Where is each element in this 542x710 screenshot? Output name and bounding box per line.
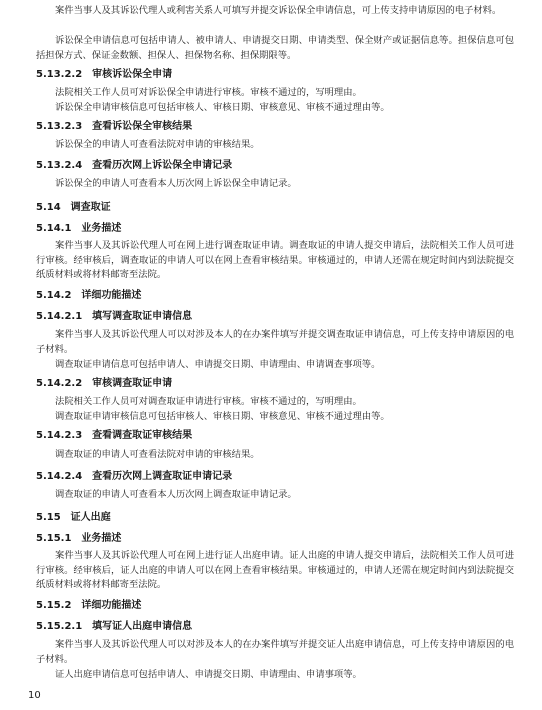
paragraph: 调查取证的申请人可查看本人历次网上调查取证申请记录。 (55, 489, 297, 500)
section-heading: 5.14.1 业务描述 (36, 223, 122, 234)
section-heading: 5.13.2.4 查看历次网上诉讼保全申请记录 (36, 160, 233, 171)
paragraph: 案件当事人及其诉讼代理人可在网上进行证人出庭申请。证人出庭的申请人提交申请后，法院相关工作人员可进行审核。经审核后，证人出庭的申请人可以在网上查看审核结果。审核通过的，申请人还需在规定时间内到法院提交纸质材料或将材料邮寄至法院。 (36, 550, 514, 590)
section-heading: 5.14.2.4 查看历次网上调查取证申请记录 (36, 471, 233, 482)
paragraph: 案件当事人及其诉讼代理人可以对涉及本人的在办案件填写并提交调查取证申请信息，可上传支持申请原因的电子材料。 (36, 329, 514, 355)
paragraph: 诉讼保全申请审核信息可包括审核人、审核日期、审核意见、审核不通过理由等。 (55, 102, 390, 113)
paragraph: 案件当事人及其诉讼代理人或利害关系人可填写并提交诉讼保全申请信息，可上传支持申请原因的电子材料。 (55, 5, 502, 16)
paragraph: 调查取证申请信息可包括申请人、申请提交日期、申请理由、申请调查事项等。 (55, 359, 381, 370)
paragraph: 法院相关工作人员可对调查取证申请进行审核。审核不通过的，写明理由。 (55, 396, 362, 407)
paragraph: 诉讼保全申请信息可包括申请人、被申请人、申请提交日期、申请类型、保全财产或证据信息等。担保信息可包括担保方式、保证金数额、担保人、担保物名称、担保期限等。 (36, 35, 514, 61)
section-heading: 5.13.2.3 查看诉讼保全审核结果 (36, 121, 193, 132)
paragraph: 调查取证申请审核信息可包括审核人、审核日期、审核意见、审核不通过理由等。 (55, 411, 390, 422)
paragraph: 案件当事人及其诉讼代理人可在网上进行调查取证申请。调查取证的申请人提交申请后，法院相关工作人员可进行审核。经审核后，调查取证的申请人可以在网上查看审核结果。审核通过的，申请人还需在规定时间内到法院提交纸质材料或将材料邮寄至法院。 (36, 240, 514, 280)
section-heading: 5.14.2.1 填写调查取证申请信息 (36, 311, 193, 322)
section-heading: 5.14.2.3 查看调查取证审核结果 (36, 430, 193, 441)
section-heading: 5.14.2 详细功能描述 (36, 290, 142, 301)
section-heading: 5.15 证人出庭 (36, 512, 111, 523)
paragraph: 调查取证的申请人可查看法院对申请的审核结果。 (55, 449, 260, 460)
paragraph: 法院相关工作人员可对诉讼保全申请进行审核。审核不通过的，写明理由。 (55, 87, 362, 98)
section-heading: 5.13.2.2 审核诉讼保全申请 (36, 69, 173, 80)
paragraph: 诉讼保全的申请人可查看本人历次网上诉讼保全申请记录。 (55, 178, 297, 189)
section-heading: 5.15.2.1 填写证人出庭申请信息 (36, 621, 193, 632)
section-heading: 5.15.2 详细功能描述 (36, 600, 142, 611)
paragraph: 诉讼保全的申请人可查看法院对申请的审核结果。 (55, 139, 260, 150)
paragraph: 案件当事人及其诉讼代理人可以对涉及本人的在办案件填写并提交证人出庭申请信息，可上传支持申请原因的电子材料。 (36, 639, 514, 665)
section-heading: 5.15.1 业务描述 (36, 533, 122, 544)
paragraph: 证人出庭申请信息可包括申请人、申请提交日期、申请理由、申请事项等。 (55, 669, 362, 680)
page-number: 10 (28, 690, 41, 701)
section-heading: 5.14 调查取证 (36, 202, 111, 213)
section-heading: 5.14.2.2 审核调查取证申请 (36, 378, 173, 389)
